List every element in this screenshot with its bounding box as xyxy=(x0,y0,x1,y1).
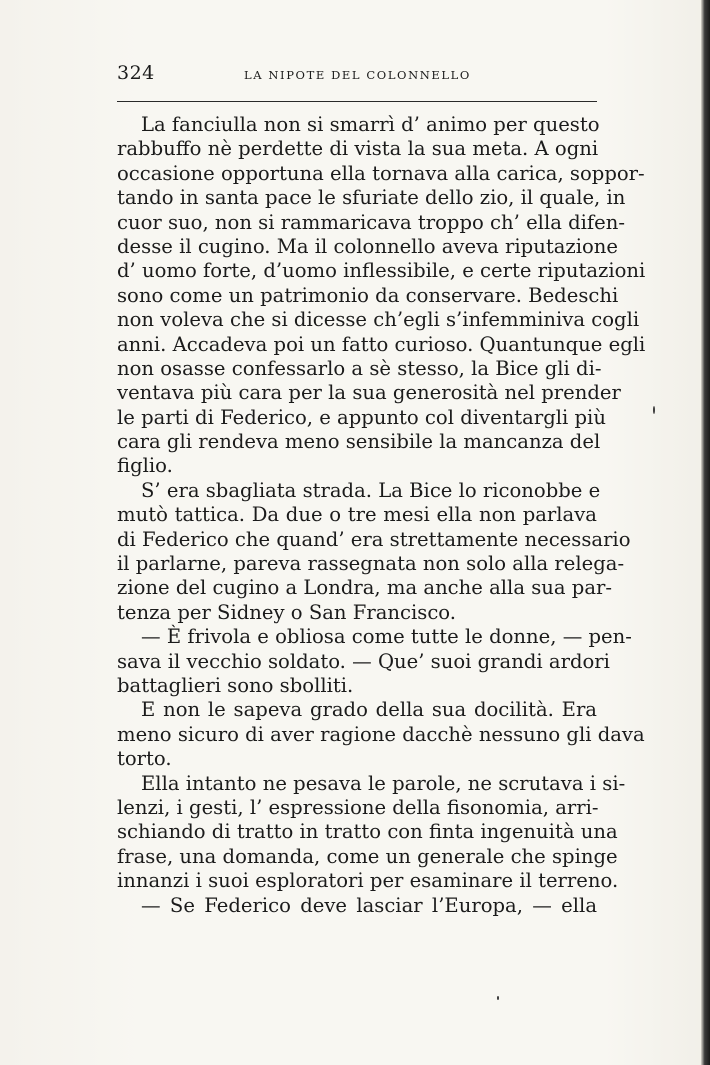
header-rule xyxy=(117,101,597,102)
text-line: tando in santa pace le sfuriate dello zio, il quale, in xyxy=(117,186,626,210)
text-line: battaglieri sono sbolliti. xyxy=(117,673,354,697)
page-header xyxy=(117,62,597,92)
text-line: cuor suo, non si rammaricava troppo ch’ ella difen- xyxy=(117,210,626,234)
text-line: non osasse confessarlo a sè stesso, la Bice gli di- xyxy=(117,356,602,380)
text-line: desse il cugino. Ma il colonnello aveva riputazione xyxy=(117,234,618,258)
text-line: — Se Federico deve lasciar l’Europa, — ella xyxy=(141,893,597,917)
text-line: innanzi i suoi esploratori per esaminare il terreno. xyxy=(117,869,619,893)
text-line: zione del cugino a Londra, ma anche alla sua par- xyxy=(117,576,613,600)
text-line: di Federico che quand’ era strettamente necessario xyxy=(117,527,631,551)
text-line: non voleva che si dicesse ch’egli s’infemminiva cogli xyxy=(117,308,640,332)
text-line: cara gli rendeva meno sensibile la mancanza del xyxy=(117,430,601,454)
text-line: Ella intanto ne pesava le parole, ne scrutava i si- xyxy=(141,771,626,795)
text-line: sava il vecchio soldato. — Que’ suoi grandi ardori xyxy=(117,649,610,673)
text-line: frase, una domanda, come un generale che spinge xyxy=(117,844,618,868)
text-line: S’ era sbagliata strada. La Bice lo riconobbe e xyxy=(141,478,601,502)
text-line: torto. xyxy=(117,747,172,771)
text-line: il parlarne, pareva rassegnata non solo alla relega- xyxy=(117,552,625,576)
page-number: 324 xyxy=(117,62,155,84)
text-line: La fanciulla non si smarrì d’ animo per questo xyxy=(141,113,600,136)
paper-speck xyxy=(653,406,655,414)
text-line: le parti di Federico, e appunto col diventargli più xyxy=(117,405,606,429)
text-line: schiando di tratto in tratto con finta ingenuità una xyxy=(117,820,618,844)
text-line: mutò tattica. Da due o tre mesi ella non parlava xyxy=(117,503,597,527)
running-title: LA NIPOTE DEL COLONNELLO xyxy=(244,68,471,82)
text-line: occasione opportuna ella tornava alla carica, soppor- xyxy=(117,161,645,185)
text-line: anni. Accadeva poi un fatto curioso. Quantunque egli xyxy=(117,332,646,356)
text-line: meno sicuro di aver ragione dacchè nessuno gli dava xyxy=(117,722,645,746)
body-text xyxy=(117,113,646,918)
text-line: — È frivola e obliosa come tutte le donne, — pen- xyxy=(141,625,632,649)
text-line: lenzi, i gesti, l’ espressione della fisonomia, arri- xyxy=(117,795,599,819)
text-line: sono come un patrimonio da conservare. Bedeschi xyxy=(117,283,619,307)
text-line: ventava più cara per la sua generosità nel prender xyxy=(117,381,621,405)
text-line: figlio. xyxy=(117,454,173,478)
page-edge-shadow xyxy=(701,0,710,1065)
text-line: d’ uomo forte, d’uomo inflessibile, e certe riputazioni xyxy=(117,259,646,283)
text-line: rabbuffo nè perdette di vista la sua meta. A ogni xyxy=(117,137,599,161)
paper-speck xyxy=(497,996,499,1000)
text-line: tenza per Sidney o San Francisco. xyxy=(117,600,456,624)
text-line: E non le sapeva grado della sua docilità. Era xyxy=(141,698,597,722)
